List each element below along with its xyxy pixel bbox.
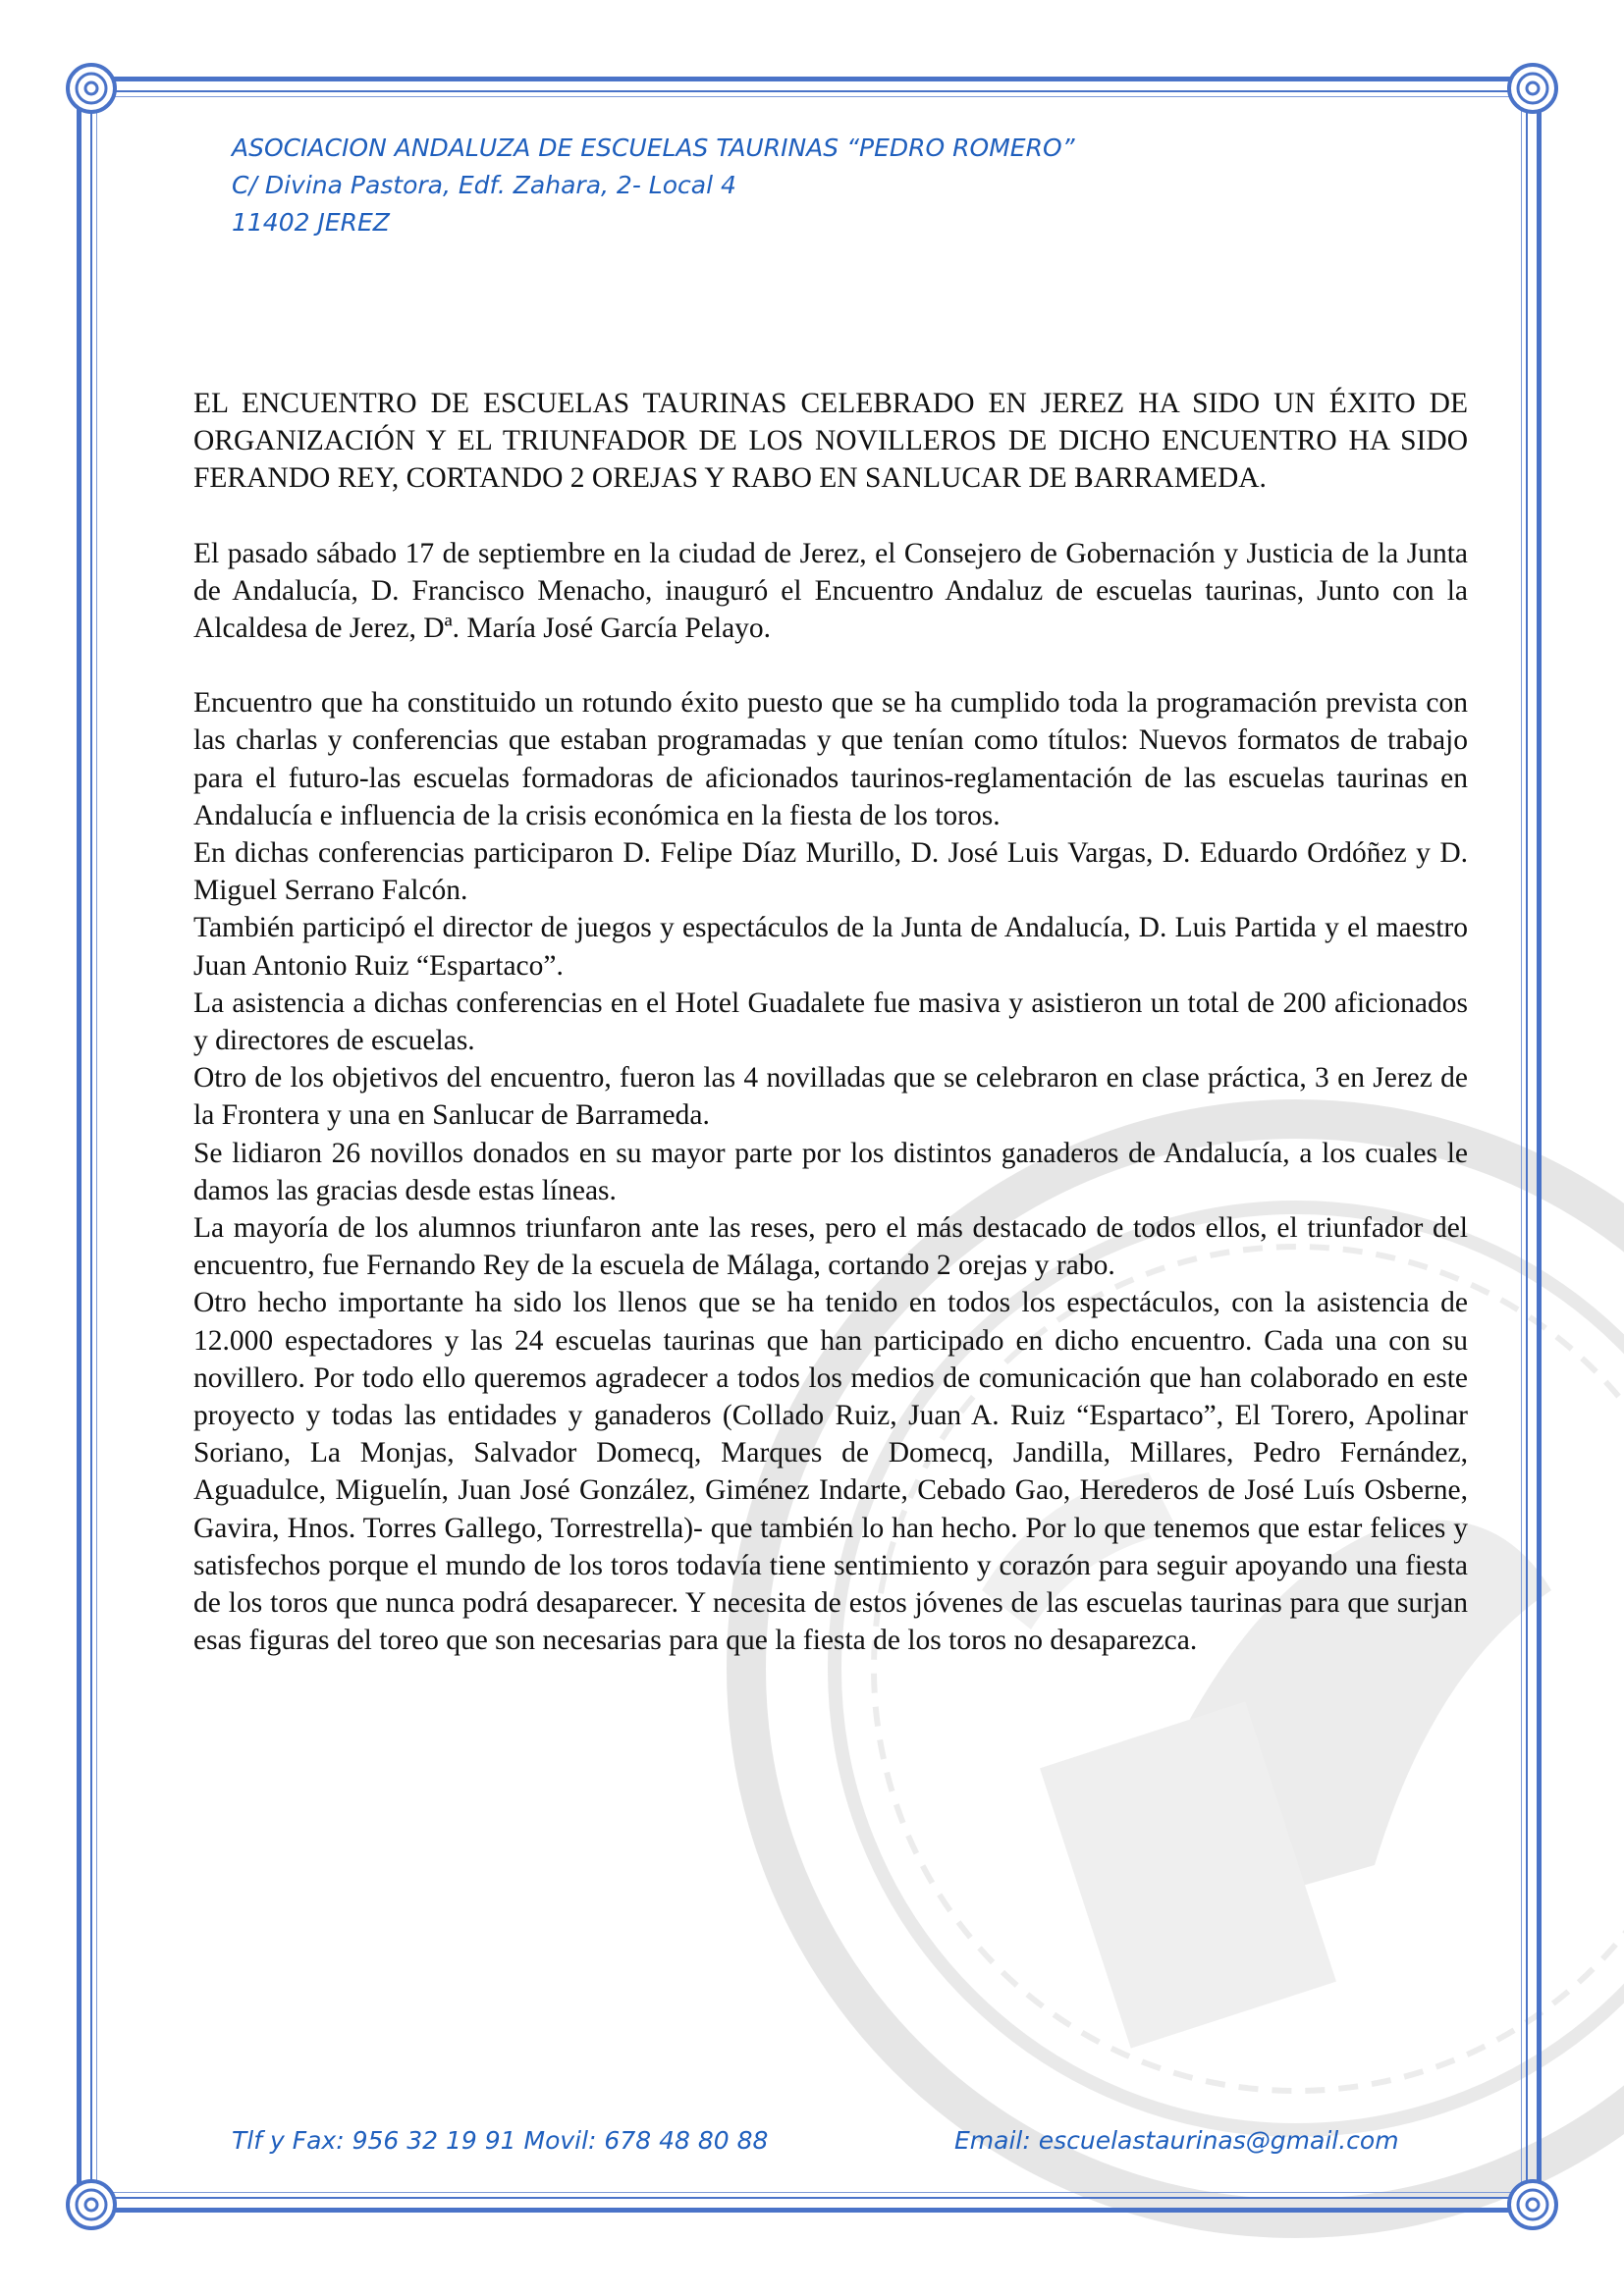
corner-ornament-icon (64, 61, 119, 116)
headline: EL ENCUENTRO DE ESCUELAS TAURINAS CELEBRADO EN JEREZ HA SIDO UN ÉXITO DE ORGANIZACIÓN Y EL TRIUNFADOR DE LOS NOVILLEROS DE DICHO ENCUENTRO HA SIDO FERANDO REY, CORTANDO 2 OREJAS Y RABO EN SANLUCAR DE BARRAMEDA. (193, 388, 1468, 495)
paragraph: Otro de los objetivos del encuentro, fueron las 4 novilladas que se celebraron en clase práctica, 3 en Jerez de la Frontera y una en Sanlucar de Barrameda. (193, 1062, 1468, 1132)
corner-ornament-icon (1505, 2177, 1560, 2232)
corner-ornament-icon (64, 2177, 119, 2232)
paragraph: También participó el director de juegos y espectáculos de la Junta de Andalucía, D. Luis Partida y el maestro Juan Antonio Ruiz “Espartaco”. (193, 912, 1468, 982)
letterhead (232, 130, 1214, 241)
paragraph: La asistencia a dichas conferencias en el Hotel Guadalete fue masiva y asistieron un total de 200 aficionados y directores de escuelas. (193, 987, 1468, 1057)
letterhead-organization: ASOCIACION ANDALUZA DE ESCUELAS TAURINAS “PEDRO ROMERO” (232, 133, 1075, 162)
paragraph: Encuentro que ha constituido un rotundo éxito puesto que se ha cumplido toda la programación prevista con las charlas y conferencias que estaban programadas y que tenían como títulos: Nuevos formatos de trabajo para el futuro-las escuelas formadoras de aficionados taurinos-reglamentación de las escuelas taurinas en Andalucía e influencia de la crisis económica en la fiesta de los toros. (193, 687, 1468, 831)
paragraph: Otro hecho importante ha sido los llenos que se ha tenido en todos los espectáculos, con la asistencia de 12.000 espectadores y las 24 escuelas taurinas que han participado en dicho encuentro. Cada una con su novillero. Por todo ello queremos agradecer a todos los medios de comunicación que han colaborado en este proyecto y todas las entidades y ganaderos (Collado Ruiz, Juan A. Ruiz “Espartaco”, El Torero, Apolinar Soriano, La Monjas, Salvador Domecq, Marques de Domecq, Jandilla, Millares, Pedro Fernández, Aguadulce, Miguelín, Juan José González, Giménez Indarte, Cebado Gao, Herederos de José Luís Osberne, Gavira, Hnos. Torres Gallego, Torrestrella)- que también lo han hecho. Por lo que tenemos que estar felices y satisfechos porque el mundo de los toros todavía tiene sentimiento y corazón para seguir apoyando una fiesta de los toros que nunca podrá desaparecer. Y necesita de estos jóvenes de las escuelas taurinas para que surjan esas figuras del toreo que son necesarias para que la fiesta de los toros no desaparezca. (193, 1287, 1468, 1657)
document-body (193, 385, 1468, 1660)
paragraph: La mayoría de los alumnos triunfaron ante las reses, pero el más destacado de todos ellos, el triunfador del encuentro, fue Fernando Rey de la escuela de Málaga, cortando 2 orejas y rabo. (193, 1212, 1468, 1282)
paragraph: Se lidiaron 26 novillos donados en su mayor parte por los distintos ganaderos de Andalucía, a los cuales le damos las gracias desde estas líneas. (193, 1137, 1468, 1206)
footer (232, 2126, 1410, 2165)
corner-ornament-icon (1505, 61, 1560, 116)
footer-phone: Tlf y Fax: 956 32 19 91 Movil: 678 48 80 88 (232, 2126, 769, 2155)
footer-email: Email: escuelastaurinas@gmail.com (954, 2126, 1399, 2155)
letterhead-city: 11402 JEREZ (232, 208, 390, 237)
paragraph: En dichas conferencias participaron D. Felipe Díaz Murillo, D. José Luis Vargas, D. Eduardo Ordóñez y D. Miguel Serrano Falcón. (193, 837, 1468, 907)
letterhead-address: C/ Divina Pastora, Edf. Zahara, 2- Local 4 (232, 171, 736, 199)
intro-paragraph: El pasado sábado 17 de septiembre en la ciudad de Jerez, el Consejero de Gobernación y Justicia de la Junta de Andalucía, D. Francisco Menacho, inauguró el Encuentro Andaluz de escuelas taurinas, Junto con la Alcaldesa de Jerez, Dª. María José García Pelayo. (193, 537, 1468, 645)
